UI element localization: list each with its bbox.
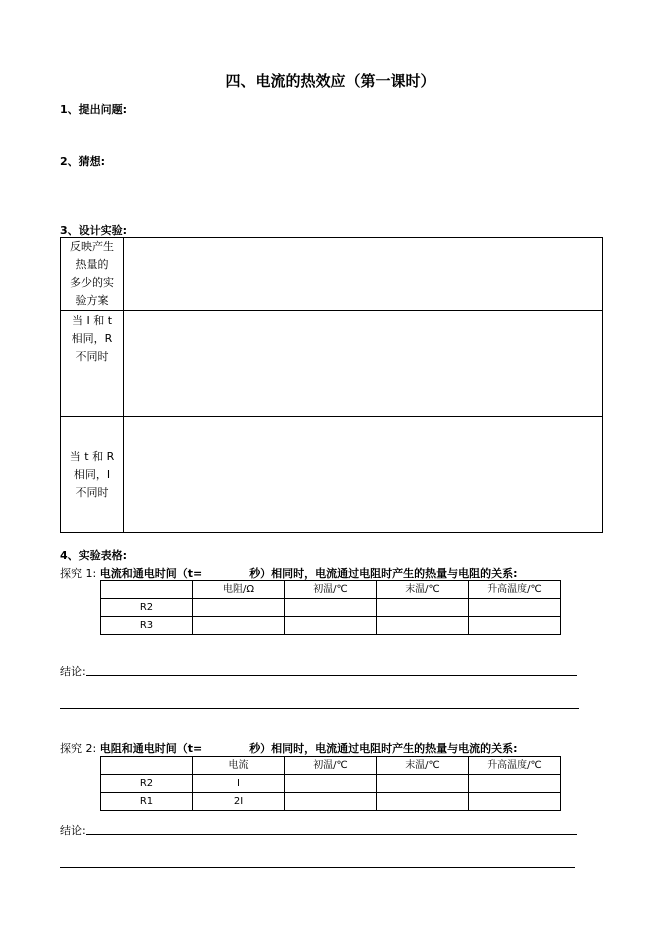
design-label-vary-i: 当 t 和 R 相同，I 不同时 — [61, 417, 124, 533]
design-label-method: 反映产生 热量的 多少的实 验方案 — [61, 238, 124, 311]
design-row-vary-i — [61, 417, 603, 533]
current-value: 2I — [193, 793, 285, 811]
row-label: R2 — [101, 775, 193, 793]
header-cell: 末温/℃ — [377, 581, 469, 599]
investigation-2-label: 探究 2: — [60, 742, 97, 755]
design-table — [60, 237, 603, 533]
header-cell — [101, 581, 193, 599]
design-answer-vary-i[interactable] — [124, 417, 603, 533]
row-label: R2 — [101, 599, 193, 617]
header-cell — [101, 757, 193, 775]
table-row — [101, 793, 561, 811]
investigation-2-heading-a: 电阻和通电时间（t= — [99, 742, 203, 755]
page-title: 四、电流的热效应（第一课时） — [225, 72, 436, 90]
section-ask-question: 1、提出问题: — [60, 103, 128, 116]
header-cell: 电阻/Ω — [193, 581, 285, 599]
row-label: R1 — [101, 793, 193, 811]
table-cell[interactable] — [469, 793, 561, 811]
investigation-1-heading-a: 电流和通电时间（t= — [99, 567, 203, 580]
table-cell[interactable] — [285, 793, 377, 811]
table-row — [101, 599, 561, 617]
conclusion-2-label: 结论: — [60, 824, 86, 837]
investigation-1-heading-b: 秒）相同时，电流通过电阻时产生的热量与电阻的关系: — [249, 567, 518, 580]
header-cell: 升高温度/℃ — [469, 757, 561, 775]
table-cell[interactable] — [469, 775, 561, 793]
design-label-vary-r: 当 I 和 t 相同，R 不同时 — [61, 311, 124, 417]
design-row-method — [61, 238, 603, 311]
header-cell: 升高温度/℃ — [469, 581, 561, 599]
conclusion-2-line-2[interactable] — [60, 867, 575, 868]
table-header-row — [101, 757, 561, 775]
header-cell: 初温/℃ — [285, 757, 377, 775]
table-cell[interactable] — [285, 599, 377, 617]
table-cell[interactable] — [377, 775, 469, 793]
table-cell[interactable] — [377, 617, 469, 635]
section-hypothesis: 2、猜想: — [60, 155, 106, 168]
investigation-1-table — [100, 580, 561, 635]
table-row — [101, 775, 561, 793]
table-cell[interactable] — [285, 775, 377, 793]
section-data-tables: 4、实验表格: — [60, 549, 128, 562]
investigation-2-table — [100, 756, 561, 811]
row-label: R3 — [101, 617, 193, 635]
header-cell: 末温/℃ — [377, 757, 469, 775]
table-cell[interactable] — [285, 617, 377, 635]
header-cell: 初温/℃ — [285, 581, 377, 599]
conclusion-2-line[interactable] — [86, 834, 577, 835]
design-answer-method[interactable] — [124, 238, 603, 311]
current-value: I — [193, 775, 285, 793]
table-cell[interactable] — [469, 617, 561, 635]
design-row-vary-r — [61, 311, 603, 417]
table-row — [101, 617, 561, 635]
investigation-1-label: 探究 1: — [60, 567, 97, 580]
table-cell[interactable] — [377, 599, 469, 617]
investigation-1-heading — [60, 565, 518, 581]
investigation-2-heading — [60, 740, 518, 756]
section-design-experiment: 3、设计实验: — [60, 224, 128, 237]
conclusion-1-label: 结论: — [60, 665, 86, 678]
table-cell[interactable] — [193, 617, 285, 635]
table-header-row — [101, 581, 561, 599]
table-cell[interactable] — [377, 793, 469, 811]
header-cell: 电流 — [193, 757, 285, 775]
design-answer-vary-r[interactable] — [124, 311, 603, 417]
table-cell[interactable] — [469, 599, 561, 617]
table-cell[interactable] — [193, 599, 285, 617]
conclusion-1-line[interactable] — [86, 675, 577, 676]
conclusion-1-line-2[interactable] — [60, 708, 579, 709]
investigation-2-heading-b: 秒）相同时，电流通过电阻时产生的热量与电流的关系: — [249, 742, 518, 755]
